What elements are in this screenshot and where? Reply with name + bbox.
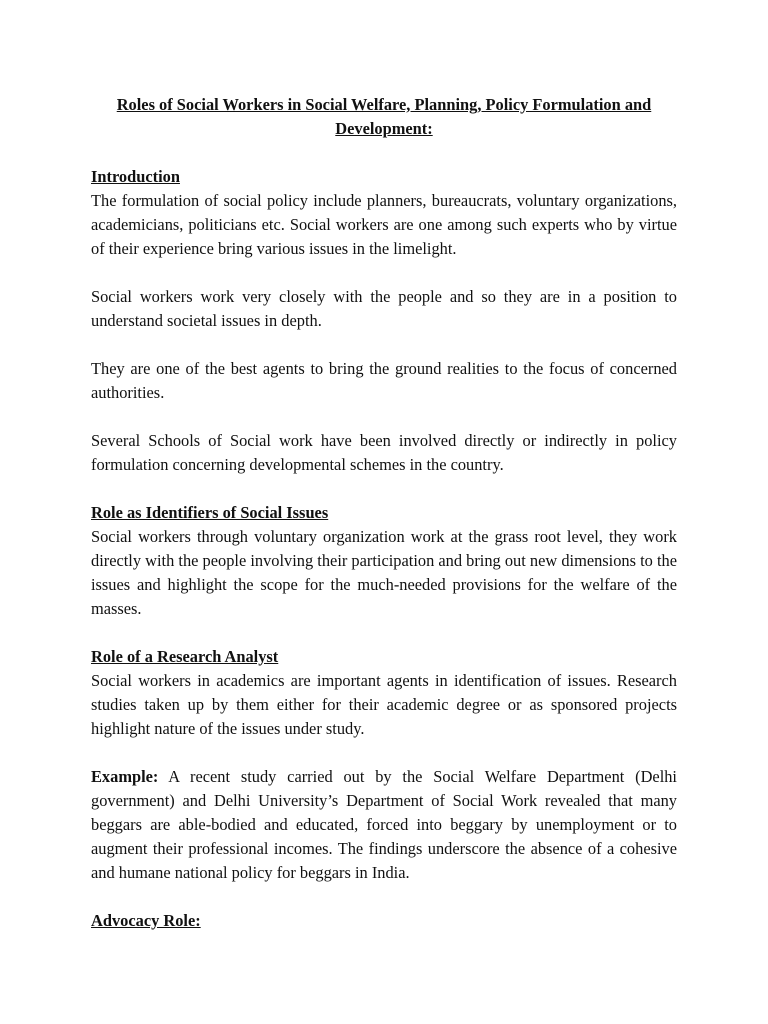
- document-title: Roles of Social Workers in Social Welfare, Planning, Policy Formulation and Development:: [116, 95, 652, 138]
- section-advocacy: [91, 909, 677, 933]
- paragraph: They are one of the best agents to bring the ground realities to the focus of concerned authorities.: [91, 359, 677, 402]
- section-heading: Role of a Research Analyst: [91, 647, 279, 666]
- section-introduction: [91, 165, 677, 477]
- paragraph: Social workers work very closely with the people and so they are in a position to understand societal issues in depth.: [91, 287, 677, 330]
- example-paragraph: [91, 765, 677, 885]
- paragraph: Social workers through voluntary organization work at the grass root level, they work directly with the people involving their participation and bring out new dimensions to the issues and highlight the scope for the much-needed provisions for the welfare of the masses.: [91, 527, 677, 618]
- document-body: [91, 93, 677, 933]
- paragraph: The formulation of social policy include planners, bureaucrats, voluntary organizations, academicians, politicians etc. Social workers are one among such experts who by virtue of their experience bring various issues in the limelight.: [91, 191, 677, 258]
- example-text: A recent study carried out by the Social Welfare Department (Delhi government) and Delhi University’s Department of Social Work revealed that many beggars are able-bodied and educated, forced into beggary by unemployment or to augment their professional incomes. The findings underscore the absence of a cohesive and humane national policy for beggars in India.: [91, 767, 677, 882]
- paragraph: Social workers in academics are important agents in identification of issues. Research studies taken up by them either for their academic degree or as sponsored projects highlight nature of the issues under study.: [91, 671, 677, 738]
- section-heading: Role as Identifiers of Social Issues: [91, 503, 329, 522]
- section-heading: Advocacy Role:: [91, 911, 201, 930]
- section-heading: Introduction: [91, 167, 180, 186]
- section-identifiers: [91, 501, 677, 621]
- example-label: Example:: [91, 767, 159, 786]
- section-research-analyst: [91, 645, 677, 885]
- paragraph: Several Schools of Social work have been involved directly or indirectly in policy formulation concerning developmental schemes in the country.: [91, 431, 677, 474]
